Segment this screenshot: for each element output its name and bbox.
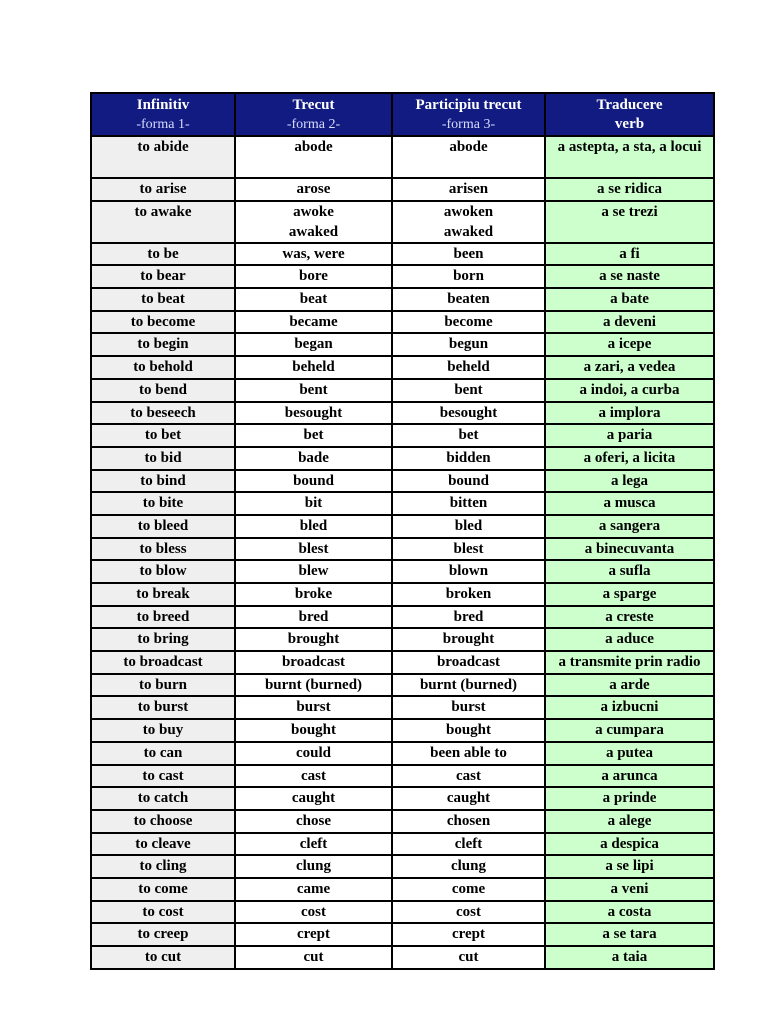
table-row xyxy=(91,787,714,810)
cell-participiu: broken xyxy=(392,583,545,606)
cell-trecut: came xyxy=(235,878,392,901)
cell-participiu: besought xyxy=(392,402,545,425)
cell-infinitiv: to bend xyxy=(91,379,235,402)
cell-infinitiv: to come xyxy=(91,878,235,901)
cell-infinitiv: to bet xyxy=(91,424,235,447)
header-participiu xyxy=(392,93,545,136)
cell-traducere: a aduce xyxy=(545,628,714,651)
cell-participiu: been able to xyxy=(392,742,545,765)
irregular-verbs-table xyxy=(90,92,715,970)
cell-infinitiv: to beseech xyxy=(91,402,235,425)
cell-trecut: caught xyxy=(235,787,392,810)
cell-participiu: blest xyxy=(392,538,545,561)
cell-traducere: a costa xyxy=(545,901,714,924)
cell-trecut: besought xyxy=(235,402,392,425)
cell-traducere: a alege xyxy=(545,810,714,833)
cell-infinitiv: to begin xyxy=(91,333,235,356)
cell-infinitiv: to bind xyxy=(91,470,235,493)
cell-participiu: blown xyxy=(392,560,545,583)
cell-infinitiv: to bring xyxy=(91,628,235,651)
cell-infinitiv: to become xyxy=(91,311,235,334)
cell-participiu: cast xyxy=(392,765,545,788)
cell-trecut: began xyxy=(235,333,392,356)
table-row xyxy=(91,742,714,765)
table-row xyxy=(91,492,714,515)
cell-traducere: a lega xyxy=(545,470,714,493)
cell-traducere: a fi xyxy=(545,243,714,266)
cell-participiu: born xyxy=(392,265,545,288)
cell-infinitiv: to burn xyxy=(91,674,235,697)
cell-traducere: a creste xyxy=(545,606,714,629)
cell-trecut: broadcast xyxy=(235,651,392,674)
table-row xyxy=(91,833,714,856)
cell-participiu: broadcast xyxy=(392,651,545,674)
table-row xyxy=(91,651,714,674)
cell-trecut: bore xyxy=(235,265,392,288)
table-row xyxy=(91,515,714,538)
cell-participiu: clung xyxy=(392,855,545,878)
cell-participiu: cut xyxy=(392,946,545,969)
cell-trecut: cut xyxy=(235,946,392,969)
cell-infinitiv: to broadcast xyxy=(91,651,235,674)
cell-traducere: a sparge xyxy=(545,583,714,606)
cell-participiu: crept xyxy=(392,923,545,946)
cell-participiu: bled xyxy=(392,515,545,538)
cell-trecut: bought xyxy=(235,719,392,742)
table-row xyxy=(91,606,714,629)
table-row xyxy=(91,447,714,470)
cell-trecut: bled xyxy=(235,515,392,538)
cell-infinitiv: to awake xyxy=(91,201,235,243)
cell-participiu: become xyxy=(392,311,545,334)
cell-participiu: bound xyxy=(392,470,545,493)
header-participiu-title: Participiu trecut xyxy=(415,96,522,113)
cell-infinitiv: to beat xyxy=(91,288,235,311)
cell-participiu: bent xyxy=(392,379,545,402)
cell-trecut: bound xyxy=(235,470,392,493)
cell-infinitiv: to break xyxy=(91,583,235,606)
table-row xyxy=(91,311,714,334)
cell-trecut: was, were xyxy=(235,243,392,266)
cell-infinitiv: to bite xyxy=(91,492,235,515)
cell-traducere: a astepta, a sta, a locui xyxy=(545,136,714,178)
header-infinitiv xyxy=(91,93,235,136)
table-row xyxy=(91,946,714,969)
cell-traducere: a taia xyxy=(545,946,714,969)
cell-participiu: come xyxy=(392,878,545,901)
table-header xyxy=(91,93,714,136)
header-traducere-title: Traducere xyxy=(596,96,663,113)
cell-infinitiv: to abide xyxy=(91,136,235,178)
cell-traducere: a binecuvanta xyxy=(545,538,714,561)
cell-traducere: a indoi, a curba xyxy=(545,379,714,402)
cell-traducere: a deveni xyxy=(545,311,714,334)
cell-traducere: a se naste xyxy=(545,265,714,288)
cell-traducere: a sufla xyxy=(545,560,714,583)
cell-participiu: burst xyxy=(392,696,545,719)
cell-participiu: arisen xyxy=(392,178,545,201)
cell-trecut: burnt (burned) xyxy=(235,674,392,697)
cell-participiu: caught xyxy=(392,787,545,810)
table-row xyxy=(91,696,714,719)
cell-traducere: a transmite prin radio xyxy=(545,651,714,674)
cell-trecut: crept xyxy=(235,923,392,946)
cell-infinitiv: to behold xyxy=(91,356,235,379)
cell-traducere: a paria xyxy=(545,424,714,447)
cell-participiu: bidden xyxy=(392,447,545,470)
cell-trecut: blew xyxy=(235,560,392,583)
cell-traducere: a se ridica xyxy=(545,178,714,201)
cell-participiu: been xyxy=(392,243,545,266)
cell-trecut: brought xyxy=(235,628,392,651)
cell-traducere: a icepe xyxy=(545,333,714,356)
table-row xyxy=(91,265,714,288)
cell-infinitiv: to cling xyxy=(91,855,235,878)
table-row xyxy=(91,470,714,493)
cell-participiu: begun xyxy=(392,333,545,356)
cell-infinitiv: to burst xyxy=(91,696,235,719)
cell-participiu: beheld xyxy=(392,356,545,379)
cell-participiu: bought xyxy=(392,719,545,742)
cell-infinitiv: to arise xyxy=(91,178,235,201)
cell-trecut: cost xyxy=(235,901,392,924)
cell-traducere: a implora xyxy=(545,402,714,425)
cell-infinitiv: to buy xyxy=(91,719,235,742)
table-row xyxy=(91,674,714,697)
table-row xyxy=(91,628,714,651)
table-row xyxy=(91,901,714,924)
table-row xyxy=(91,402,714,425)
table-row xyxy=(91,538,714,561)
cell-traducere: a musca xyxy=(545,492,714,515)
cell-participiu: bitten xyxy=(392,492,545,515)
cell-trecut: abode xyxy=(235,136,392,178)
cell-trecut: bred xyxy=(235,606,392,629)
table-row xyxy=(91,178,714,201)
cell-traducere: a veni xyxy=(545,878,714,901)
header-trecut-title: Trecut xyxy=(292,96,335,113)
cell-trecut: beheld xyxy=(235,356,392,379)
cell-participiu: bred xyxy=(392,606,545,629)
table-row xyxy=(91,810,714,833)
cell-traducere: a bate xyxy=(545,288,714,311)
cell-participiu: cost xyxy=(392,901,545,924)
cell-trecut: blest xyxy=(235,538,392,561)
header-traducere-subtitle: verb xyxy=(614,115,645,132)
table-row xyxy=(91,333,714,356)
cell-trecut: awoke awaked xyxy=(235,201,392,243)
cell-traducere: a oferi, a licita xyxy=(545,447,714,470)
cell-trecut: bade xyxy=(235,447,392,470)
header-infinitiv-title: Infinitiv xyxy=(136,96,190,113)
cell-trecut: bent xyxy=(235,379,392,402)
cell-trecut: cleft xyxy=(235,833,392,856)
cell-traducere: a putea xyxy=(545,742,714,765)
cell-trecut: arose xyxy=(235,178,392,201)
header-infinitiv-subtitle: -forma 1- xyxy=(136,116,190,132)
table-row xyxy=(91,923,714,946)
cell-trecut: became xyxy=(235,311,392,334)
cell-traducere: a despica xyxy=(545,833,714,856)
cell-trecut: broke xyxy=(235,583,392,606)
cell-infinitiv: to cost xyxy=(91,901,235,924)
table-row xyxy=(91,560,714,583)
cell-traducere: a izbucni xyxy=(545,696,714,719)
table-row xyxy=(91,201,714,243)
table-row xyxy=(91,356,714,379)
cell-infinitiv: to blow xyxy=(91,560,235,583)
table-row xyxy=(91,719,714,742)
cell-trecut: burst xyxy=(235,696,392,719)
cell-infinitiv: to cast xyxy=(91,765,235,788)
cell-infinitiv: to cleave xyxy=(91,833,235,856)
cell-trecut: cast xyxy=(235,765,392,788)
cell-participiu: abode xyxy=(392,136,545,178)
cell-infinitiv: to bid xyxy=(91,447,235,470)
table-row xyxy=(91,243,714,266)
cell-participiu: chosen xyxy=(392,810,545,833)
cell-trecut: clung xyxy=(235,855,392,878)
cell-traducere: a sangera xyxy=(545,515,714,538)
table-row xyxy=(91,583,714,606)
cell-infinitiv: to can xyxy=(91,742,235,765)
table-body xyxy=(91,136,714,969)
cell-infinitiv: to bear xyxy=(91,265,235,288)
cell-traducere: a zari, a vedea xyxy=(545,356,714,379)
header-trecut-subtitle: -forma 2- xyxy=(286,116,341,132)
table-row xyxy=(91,424,714,447)
cell-participiu: awoken awaked xyxy=(392,201,545,243)
cell-traducere: a se lipi xyxy=(545,855,714,878)
table-row xyxy=(91,136,714,178)
cell-infinitiv: to catch xyxy=(91,787,235,810)
header-trecut xyxy=(235,93,392,136)
cell-trecut: chose xyxy=(235,810,392,833)
cell-traducere: a se trezi xyxy=(545,201,714,243)
cell-participiu: cleft xyxy=(392,833,545,856)
cell-infinitiv: to choose xyxy=(91,810,235,833)
cell-trecut: bet xyxy=(235,424,392,447)
cell-infinitiv: to creep xyxy=(91,923,235,946)
table-row xyxy=(91,878,714,901)
header-participiu-subtitle: -forma 3- xyxy=(441,116,496,132)
cell-infinitiv: to bless xyxy=(91,538,235,561)
cell-participiu: bet xyxy=(392,424,545,447)
cell-participiu: brought xyxy=(392,628,545,651)
cell-infinitiv: to breed xyxy=(91,606,235,629)
cell-traducere: a se tara xyxy=(545,923,714,946)
cell-trecut: could xyxy=(235,742,392,765)
table-row xyxy=(91,855,714,878)
cell-traducere: a prinde xyxy=(545,787,714,810)
cell-trecut: bit xyxy=(235,492,392,515)
cell-traducere: a arde xyxy=(545,674,714,697)
header-traducere xyxy=(545,93,714,136)
cell-infinitiv: to bleed xyxy=(91,515,235,538)
table-row xyxy=(91,765,714,788)
cell-trecut: beat xyxy=(235,288,392,311)
cell-participiu: beaten xyxy=(392,288,545,311)
cell-traducere: a arunca xyxy=(545,765,714,788)
cell-infinitiv: to be xyxy=(91,243,235,266)
table-row xyxy=(91,379,714,402)
cell-traducere: a cumpara xyxy=(545,719,714,742)
header-row xyxy=(91,93,714,136)
cell-participiu: burnt (burned) xyxy=(392,674,545,697)
table-row xyxy=(91,288,714,311)
cell-infinitiv: to cut xyxy=(91,946,235,969)
